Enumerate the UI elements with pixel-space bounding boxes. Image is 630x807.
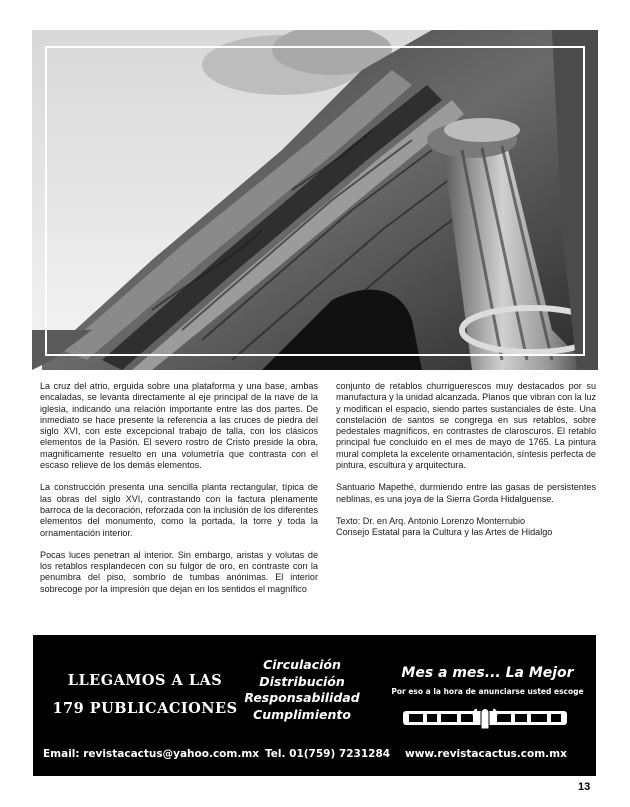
church-facade-illustration — [32, 30, 598, 370]
credit-organization: Consejo Estatal para la Cultura y las Artes de Hidalgo — [336, 527, 553, 538]
ad-headline — [45, 667, 245, 723]
ad-website[interactable]: www.revistacactus.com.mx — [405, 748, 567, 760]
ad-slogan: Mes a mes... La Mejor — [401, 665, 574, 681]
paragraph: Pocas luces penetran al interior. Sin embargo, aristas y volutas de los retablos resplandecen con su fulgor de oro, en contraste con la penumbra del piso, sombrío de tumbas anónimas. El interior sobrecoge por la impresión que dejan en los sentidos el magnífico — [40, 549, 318, 594]
ad-service-item: Distribución — [259, 673, 345, 689]
paragraph: La construcción presenta una sencilla planta rectangular, típica de las obras del siglo XVI, contrastando con la factura plenamente barroca de la decoración, reforzada con la inclusión de los diferentes elementos del monumento, como la portada, la torre y toda la ornamentación interior. — [40, 482, 318, 538]
paragraph: conjunto de retablos churriguerescos muy destacados por su manufactura y la unidad alcanzada. Planos que vibran con la luz y modifican el espacio, siendo partes sustanciales de éste. Una constelación de santos se congrega en sus retablos, sobre pedestales magníficos, en contrastes de claroscuros. El retablo principal fue concluido en el mes de mayo de 1765. La pintura mural completa la excelente ornamentación, síntesis perfecta de pintura, escultura y arquitectura. — [336, 381, 596, 471]
article-left-column — [40, 381, 318, 606]
church-facade-photo — [32, 30, 598, 370]
ad-service-item: Circulación — [263, 657, 341, 672]
article-credits — [336, 516, 596, 539]
ad-services-list — [227, 657, 377, 723]
ad-headline-line1: LLEGAMOS A LAS — [67, 672, 223, 689]
page-number: 13 — [578, 781, 591, 793]
article-right-column — [336, 381, 596, 539]
paragraph: Santuario Mapethé, durmiendo entre las gasas de persistentes neblinas, es una joya de la Sierra Gorda Hidalguense. — [336, 482, 596, 504]
revista-cactus-logo — [385, 705, 585, 731]
ad-service-item: Cumplimiento — [253, 706, 351, 722]
paragraph: La cruz del atrio, erguida sobre una plataforma y una base, ambas encaladas, se levanta directamente al eje principal de la nave de la iglesia, indicando una relación importante entre las dos partes. De inmediato se hace presente la referencia a las cruces de piedra del siglo XVI, con este excepcional trabajo de talla, con los clásicos elementos de la Pasión. El severo rostro de Cristo preside la obra, magnificamente resuelto en una volumetría que contrasta con el escaso relieve de los demás elementos. — [40, 381, 318, 471]
ad-slogan-subtitle: Por eso a la hora de anunciarse usted escoge — [391, 687, 584, 696]
ad-email[interactable]: Email: revistacactus@yahoo.com.mx — [43, 748, 260, 760]
ad-headline-line2: 179 PUBLICACIONES — [52, 700, 238, 717]
revista-cactus-logo-icon — [385, 705, 585, 731]
advertisement-banner — [33, 635, 596, 776]
ad-service-item: Responsabilidad — [244, 690, 360, 705]
ad-phone: Tel. 01(759) 7231284 — [265, 748, 391, 760]
credit-author: Texto: Dr. en Arq. Antonio Lorenzo Monterrubio — [336, 515, 526, 526]
